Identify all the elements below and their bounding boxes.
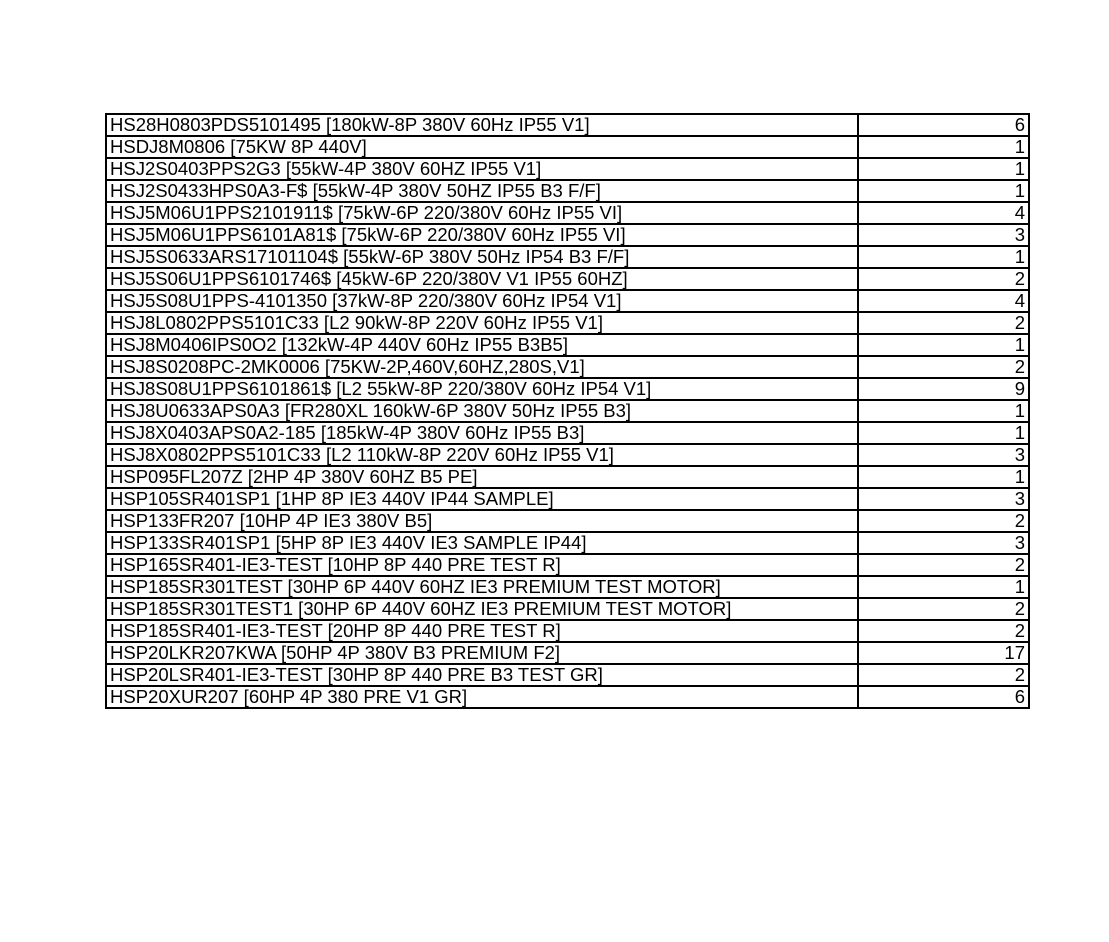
motor-inventory-table [105,113,1030,709]
quantity-cell: 2 [858,554,1029,576]
table-row [106,598,1029,620]
table-row [106,664,1029,686]
quantity-cell: 17 [858,642,1029,664]
table-row [106,312,1029,334]
item-description-cell: HSP20LSR401-IE3-TEST [30HP 8P 440 PRE B3 TEST GR] [106,664,858,686]
item-description-cell: HSP095FL207Z [2HP 4P 380V 60HZ B5 PE] [106,466,858,488]
quantity-cell: 2 [858,664,1029,686]
table-row [106,620,1029,642]
table-row [106,400,1029,422]
quantity-cell: 1 [858,158,1029,180]
item-description-cell: HSJ5S0633ARS17101104$ [55kW-6P 380V 50Hz IP54 B3 F/F] [106,246,858,268]
table-row [106,686,1029,708]
quantity-cell: 1 [858,136,1029,158]
quantity-cell: 1 [858,180,1029,202]
table-row [106,224,1029,246]
quantity-cell: 3 [858,224,1029,246]
quantity-cell: 4 [858,202,1029,224]
table-row [106,576,1029,598]
table-row [106,114,1029,136]
table-row [106,158,1029,180]
item-description-cell: HSP20LKR207KWA [50HP 4P 380V B3 PREMIUM F2] [106,642,858,664]
item-description-cell: HSP185SR301TEST1 [30HP 6P 440V 60HZ IE3 PREMIUM TEST MOTOR] [106,598,858,620]
item-description-cell: HSJ8L0802PPS5101C33 [L2 90kW-8P 220V 60Hz IP55 V1] [106,312,858,334]
item-description-cell: HSJ5S08U1PPS-4101350 [37kW-8P 220/380V 60Hz IP54 V1] [106,290,858,312]
item-description-cell: HSJ8S08U1PPS6101861$ [L2 55kW-8P 220/380V 60Hz IP54 V1] [106,378,858,400]
item-description-cell: HSP185SR401-IE3-TEST [20HP 8P 440 PRE TEST R] [106,620,858,642]
item-description-cell: HSJ8X0802PPS5101C33 [L2 110kW-8P 220V 60Hz IP55 V1] [106,444,858,466]
item-description-cell: HSP165SR401-IE3-TEST [10HP 8P 440 PRE TEST R] [106,554,858,576]
quantity-cell: 2 [858,356,1029,378]
item-description-cell: HSJ2S0433HPS0A3-F$ [55kW-4P 380V 50HZ IP55 B3 F/F] [106,180,858,202]
table-row [106,180,1029,202]
table-row [106,378,1029,400]
table-row [106,422,1029,444]
table-row [106,444,1029,466]
item-description-cell: HSJ5M06U1PPS6101A81$ [75kW-6P 220/380V 60Hz IP55 VI] [106,224,858,246]
quantity-cell: 9 [858,378,1029,400]
quantity-cell: 1 [858,400,1029,422]
table-body [106,114,1029,708]
quantity-cell: 1 [858,334,1029,356]
quantity-cell: 1 [858,466,1029,488]
quantity-cell: 3 [858,532,1029,554]
item-description-cell: HSJ5M06U1PPS2101911$ [75kW-6P 220/380V 60Hz IP55 VI] [106,202,858,224]
quantity-cell: 2 [858,620,1029,642]
item-description-cell: HSJ8X0403APS0A2-185 [185kW-4P 380V 60Hz IP55 B3] [106,422,858,444]
table-row [106,334,1029,356]
table-row [106,510,1029,532]
table-row [106,290,1029,312]
table-row [106,642,1029,664]
quantity-cell: 4 [858,290,1029,312]
quantity-cell: 2 [858,268,1029,290]
quantity-cell: 6 [858,114,1029,136]
table-row [106,466,1029,488]
item-description-cell: HSP133FR207 [10HP 4P IE3 380V B5] [106,510,858,532]
item-description-cell: HSJ8U0633APS0A3 [FR280XL 160kW-6P 380V 50Hz IP55 B3] [106,400,858,422]
quantity-cell: 1 [858,422,1029,444]
table-row [106,246,1029,268]
item-description-cell: HS28H0803PDS5101495 [180kW-8P 380V 60Hz IP55 V1] [106,114,858,136]
item-description-cell: HSJ8S0208PC-2MK0006 [75KW-2P,460V,60HZ,280S,V1] [106,356,858,378]
quantity-cell: 2 [858,312,1029,334]
quantity-cell: 6 [858,686,1029,708]
quantity-cell: 2 [858,598,1029,620]
table-row [106,488,1029,510]
item-description-cell: HSP133SR401SP1 [5HP 8P IE3 440V IE3 SAMPLE IP44] [106,532,858,554]
quantity-cell: 3 [858,444,1029,466]
item-description-cell: HSJ8M0406IPS0O2 [132kW-4P 440V 60Hz IP55 B3B5] [106,334,858,356]
quantity-cell: 2 [858,510,1029,532]
table-row [106,202,1029,224]
table-row [106,554,1029,576]
item-description-cell: HSP105SR401SP1 [1HP 8P IE3 440V IP44 SAMPLE] [106,488,858,510]
quantity-cell: 1 [858,246,1029,268]
table-row [106,268,1029,290]
table-row [106,136,1029,158]
item-description-cell: HSJ5S06U1PPS6101746$ [45kW-6P 220/380V V1 IP55 60HZ] [106,268,858,290]
table-row [106,532,1029,554]
item-description-cell: HSP20XUR207 [60HP 4P 380 PRE V1 GR] [106,686,858,708]
item-description-cell: HSP185SR301TEST [30HP 6P 440V 60HZ IE3 PREMIUM TEST MOTOR] [106,576,858,598]
table-row [106,356,1029,378]
item-description-cell: HSJ2S0403PPS2G3 [55kW-4P 380V 60HZ IP55 V1] [106,158,858,180]
quantity-cell: 1 [858,576,1029,598]
item-description-cell: HSDJ8M0806 [75KW 8P 440V] [106,136,858,158]
quantity-cell: 3 [858,488,1029,510]
